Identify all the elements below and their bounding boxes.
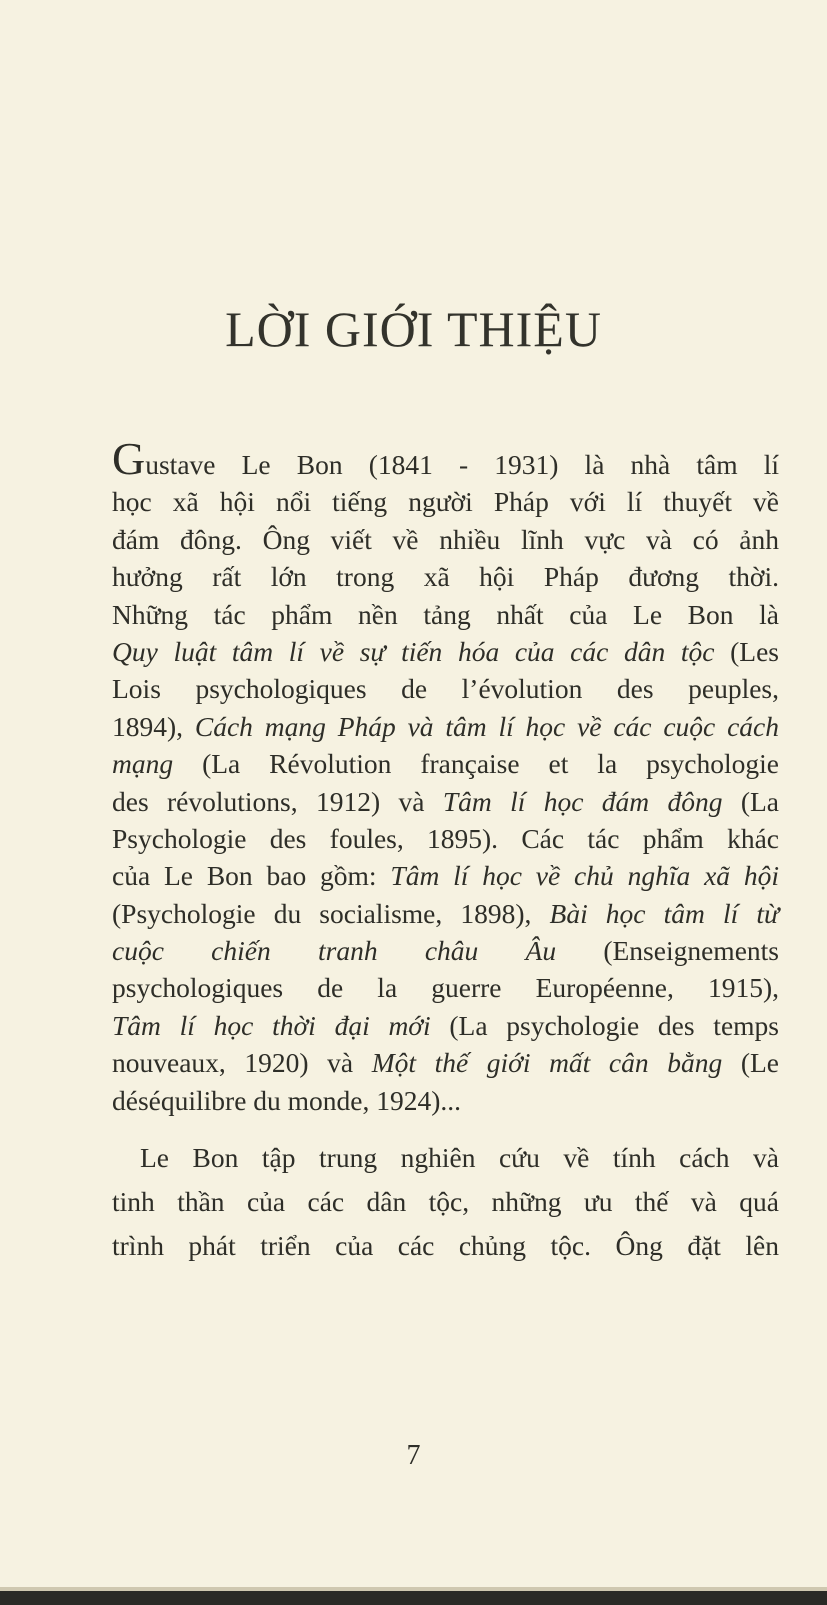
italic-title: Một thế giới mất cân bằng — [371, 1047, 723, 1079]
text-line — [112, 521, 779, 558]
text-segment: (La Révolution française et la psychologie — [173, 748, 779, 780]
text-segment: Những tác phẩm nền tảng nhất của Le Bon là — [112, 598, 779, 630]
text-line — [112, 820, 779, 857]
italic-title: Tâm lí học thời đại mới — [112, 1009, 431, 1041]
text-line — [112, 558, 779, 595]
text-segment: học xã hội nổi tiếng người Pháp với lí thuyết về — [112, 486, 779, 518]
italic-title: Bài học tâm lí từ — [549, 897, 779, 929]
text-segment: déséquilibre du monde, 1924)... — [112, 1084, 462, 1116]
text-segment: psychologiques de la guerre Européenne, 1915), — [112, 972, 779, 1004]
italic-title: Quy luật tâm lí về sự tiến hóa của các dân tộc — [112, 635, 715, 667]
text-line — [112, 1044, 779, 1081]
text-segment: (La psychologie des temps — [430, 1009, 779, 1041]
text-line — [112, 895, 779, 932]
text-segment: Le Bon tập trung nghiên cứu về tính cách và — [140, 1142, 779, 1173]
text-line — [112, 1180, 779, 1224]
text-line — [112, 783, 779, 820]
scan-border — [0, 1591, 827, 1605]
text-line — [112, 670, 779, 707]
text-line — [112, 1224, 779, 1268]
text-line — [112, 483, 779, 520]
text-line — [112, 596, 779, 633]
text-segment: (La — [722, 785, 780, 817]
text-segment: nouveaux, 1920) và — [112, 1047, 372, 1079]
text-segment: (Enseignements — [556, 935, 779, 967]
italic-title: mạng — [112, 748, 174, 780]
text-segment: 1894), — [112, 710, 195, 742]
text-line — [112, 1082, 779, 1119]
text-line — [112, 745, 779, 782]
text-line — [112, 969, 779, 1006]
text-segment: (Le — [722, 1047, 779, 1079]
text-line — [112, 857, 779, 894]
text-line — [112, 633, 779, 670]
italic-title: cuộc chiến tranh châu Âu — [112, 935, 557, 967]
text-segment: (Psychologie du socialisme, 1898), — [112, 897, 550, 929]
text-line — [112, 1007, 779, 1044]
text-segment: của Le Bon bao gồm: — [112, 860, 391, 892]
text-line — [112, 932, 779, 969]
text-segment: ustave Le Bon (1841 - 1931) là nhà tâm lí — [145, 449, 779, 480]
text-line — [112, 708, 779, 745]
text-segment: Lois psychologiques de l’évolution des peuples, — [112, 673, 779, 705]
italic-title: Tâm lí học đám đông — [442, 785, 723, 817]
text-segment: (Les — [714, 635, 779, 667]
page-number: 7 — [406, 1440, 421, 1471]
paragraph-2 — [112, 1136, 779, 1268]
text-segment: des révolutions, 1912) và — [112, 785, 443, 817]
paragraph-1 — [112, 433, 780, 1119]
text-line — [112, 1136, 779, 1180]
chapter-title: LỜI GIỚI THIỆU — [225, 301, 602, 357]
text-segment: trình phát triển của các chủng tộc. Ông đặt lên — [112, 1230, 779, 1261]
italic-title: Tâm lí học về chủ nghĩa xã hội — [390, 860, 779, 892]
text-line — [112, 433, 779, 484]
text-segment: đám đông. Ông viết về nhiều lĩnh vực và có ảnh — [112, 523, 779, 555]
drop-cap: G — [112, 433, 146, 484]
italic-title: Cách mạng Pháp và tâm lí học về các cuộc cách — [194, 710, 779, 742]
text-segment: Psychologie des foules, 1895). Các tác phẩm khác — [112, 822, 779, 854]
text-segment: tinh thần của các dân tộc, những ưu thế và quá — [112, 1186, 779, 1217]
text-segment: hưởng rất lớn trong xã hội Pháp đương thời. — [112, 561, 779, 593]
